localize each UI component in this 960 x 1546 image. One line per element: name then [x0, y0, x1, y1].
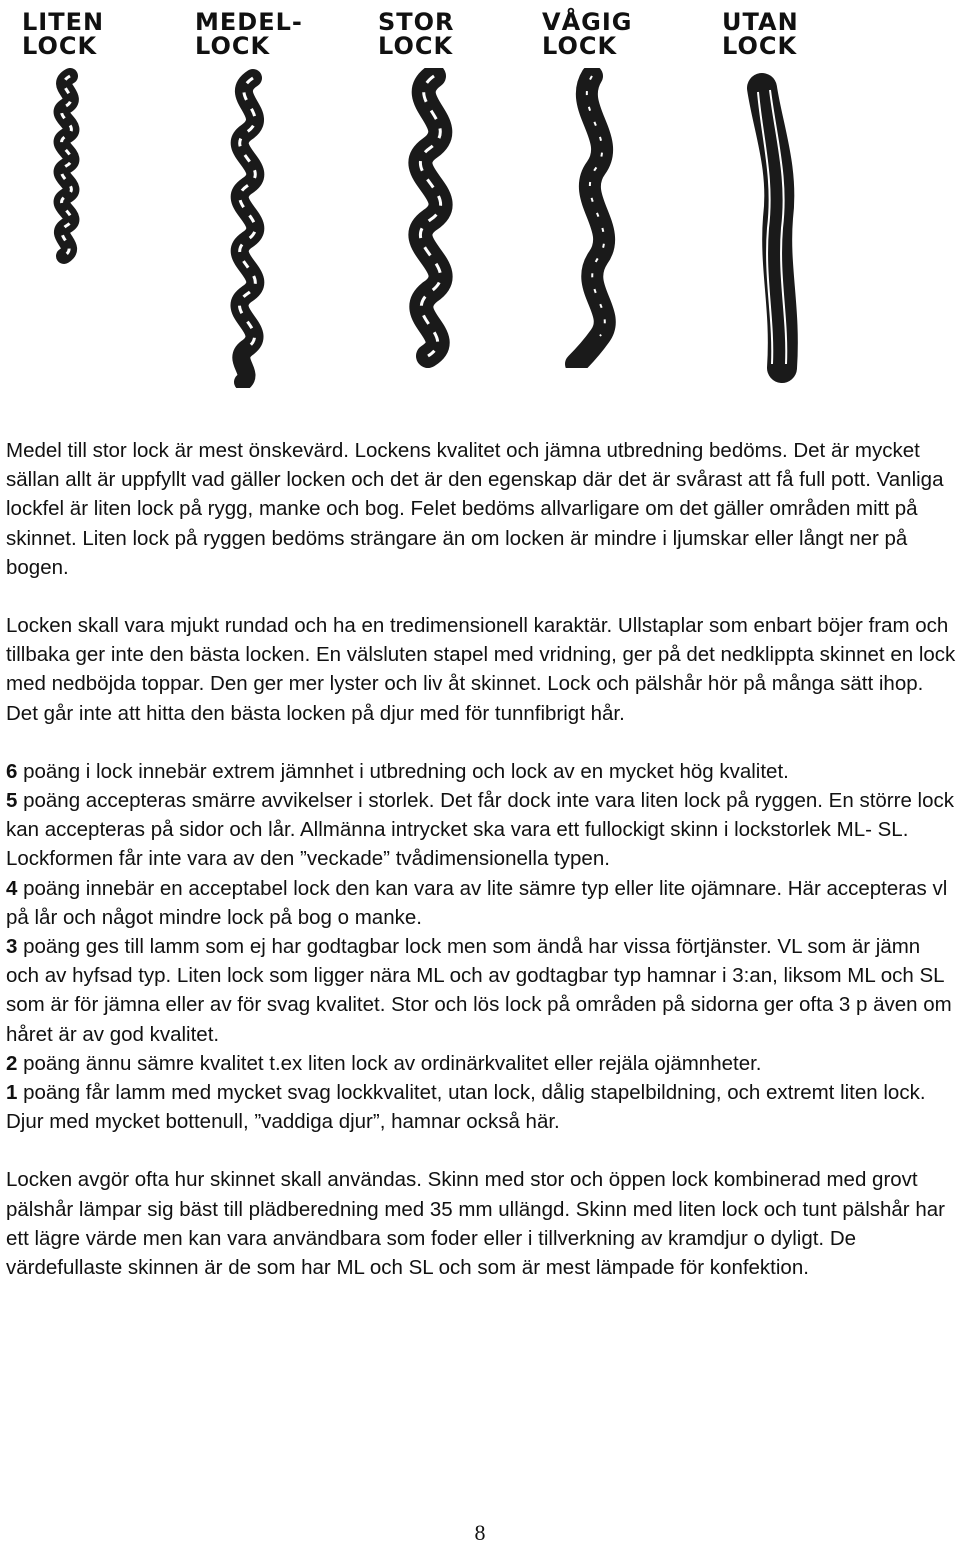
score-text: poäng innebär en acceptabel lock den kan vara av lite sämre typ eller lite ojämnare. Här accepteras vl på lår och något mindre lock på bog o manke.: [6, 876, 948, 929]
curl-large-lock: [378, 0, 488, 410]
curl-medium-lock: [195, 0, 305, 410]
curl-label: MEDEL- LOCK: [195, 8, 303, 60]
score-1: [6, 1078, 956, 1136]
curl-label: UTAN LOCK: [722, 8, 799, 60]
score-text: poäng ges till lamm som ej har godtagbar lock men som ändå har vissa förtjänster. VL som är jämn och av hyfsad typ. Liten lock som ligger nära ML och av godtagbar typ hamnar i 3:an, liksom ML och SL som är för jämna eller av för svag kvalitet. Stor och lös lock på områden på sidorna ger ofta 3 p även om håret är av god kvalitet.: [6, 935, 952, 1046]
score-2: [6, 1049, 956, 1078]
curl-label: VÅGIG LOCK: [542, 8, 633, 60]
large-curl-drawing: [378, 68, 488, 368]
curl-types-illustration: [0, 0, 960, 410]
curl-label: LITEN LOCK: [22, 8, 105, 60]
score-5: [6, 786, 956, 874]
score-number: 6: [6, 759, 18, 783]
score-number: 2: [6, 1051, 18, 1075]
paragraph-lock-shape: Locken skall vara mjukt rundad och ha en tredimensionell karaktär. Ullstaplar som enbart böjer fram och tillbaka ger inte den bästa locken. En välsluten stapel med vridning, ger på det nedklippta skinnet en lock med nedböjda toppar. Den ger mer lyster och liv åt skinnet. Lock och pälshår hör på många sätt ihop. Det går inte att hitta den bästa locken på djur med för tunnfibrigt hår.: [6, 614, 956, 725]
score-text: poäng i lock innebär extrem jämnhet i utbredning och lock av en mycket hög kvalitet.: [17, 759, 789, 783]
paragraph-lock-quality: Medel till stor lock är mest önskevärd. Lockens kvalitet och jämna utbredning bedöms. Det är mycket sällan allt är uppfyllt vad gäller locken och det är den egenskap där det är svårast att få full pott. Vanliga lockfel är liten lock på rygg, manke och bog. Felet bedöms allvarligare om det gäller områden mitt på skinnet. Liten lock på ryggen bedöms strängare än om locken är mindre i ljumskar eller långt ner på bogen.: [6, 439, 944, 579]
body-text: [6, 436, 956, 1282]
score-number: 3: [6, 935, 18, 959]
small-curl-drawing: [22, 68, 132, 268]
curl-no-lock: [722, 0, 832, 410]
curl-wavy-lock: [542, 0, 652, 410]
wavy-curl-drawing: [542, 68, 652, 368]
score-number: 1: [6, 1081, 18, 1105]
curl-label: STOR LOCK: [378, 8, 455, 60]
paragraph-skin-usage: Locken avgör ofta hur skinnet skall användas. Skinn med stor och öppen lock kombinerad med grovt pälshår lämpar sig bäst till plädberedning med 35 mm ullängd. Skinn med liten lock och tunt pälshår har ett lägre värde men kan vara användbara som foder eller i tillverkning av kramdjur o dyligt. De värdefullaste skinnen är de som har ML och SL och som är mest lämpade för konfektion.: [6, 1168, 945, 1280]
medium-curl-drawing: [195, 68, 305, 388]
score-6: [6, 757, 956, 786]
page-number: 8: [474, 1520, 486, 1545]
score-3: [6, 932, 956, 1049]
straight-hair-drawing: [722, 68, 832, 388]
score-4: [6, 874, 956, 932]
score-text: poäng får lamm med mycket svag lockkvalitet, utan lock, dålig stapelbildning, och extremt liten lock. Djur med mycket bottenull, ”vaddiga djur”, hamnar också här.: [6, 1081, 926, 1134]
score-text: poäng accepteras smärre avvikelser i storlek. Det får dock inte vara liten lock på ryggen. En större lock kan accepteras på sidor och lår. Allmänna intrycket ska vara ett fullockigt skinn i lockstorlek ML- SL. Lockformen får inte vara av den ”veckade” tvådimensionella typen.: [6, 789, 954, 871]
curl-small-lock: [22, 0, 132, 410]
score-text: poäng ännu sämre kvalitet t.ex liten lock av ordinärkvalitet eller rejäla ojämnheter.: [17, 1051, 762, 1075]
score-number: 4: [6, 876, 18, 900]
score-number: 5: [6, 789, 18, 813]
